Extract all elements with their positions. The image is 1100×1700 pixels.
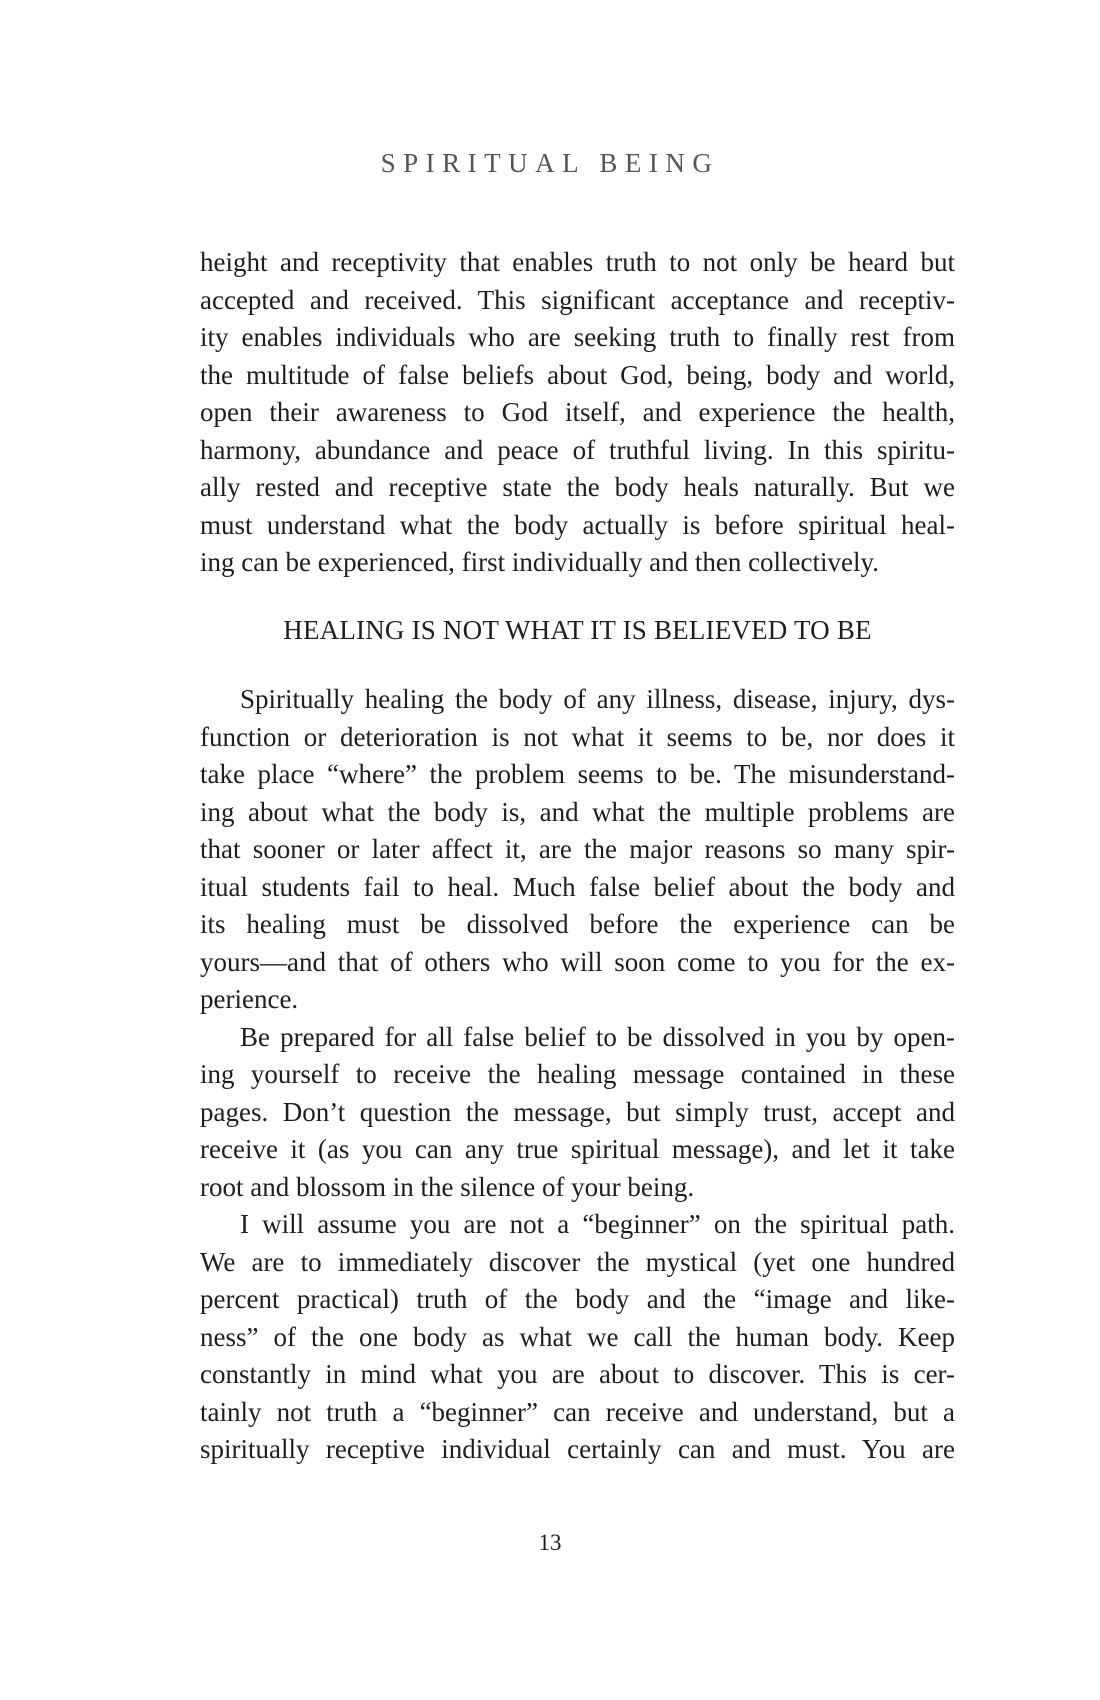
text-line: percent practical) truth of the body and the “image and like-	[200, 1284, 955, 1314]
text-line: ing can be experienced, first individually and then collectively.	[200, 547, 880, 577]
text-line: must understand what the body actually is before spiritual heal-	[200, 509, 955, 540]
paragraph	[200, 244, 955, 582]
text-line: ing about what the body is, and what the multiple problems are	[200, 796, 955, 827]
paragraph	[200, 681, 955, 1019]
text-line: its healing must be dissolved before the experience can be	[200, 909, 955, 939]
text-line: open their awareness to God itself, and experience the health,	[200, 397, 955, 427]
text-block	[200, 244, 955, 1469]
text-line: take place “where” the problem seems to be. The misunderstand-	[200, 759, 955, 789]
text-line: accepted and received. This significant acceptance and receptiv-	[200, 284, 955, 315]
text-line: I will assume you are not a “beginner” on the spiritual path.	[240, 1209, 955, 1239]
text-line: the multitude of false beliefs about God, being, body and world,	[200, 359, 955, 390]
text-line: perience.	[200, 984, 299, 1014]
section-heading: HEALING IS NOT WHAT IT IS BELIEVED TO BE	[283, 614, 872, 645]
paragraph	[200, 1206, 955, 1469]
running-head: SPIRITUAL BEING	[380, 148, 720, 178]
text-line: spiritually receptive individual certainly can and must. You are	[200, 1434, 955, 1464]
text-line: yours—and that of others who will soon come to you for the ex-	[200, 946, 955, 977]
text-line: We are to immediately discover the mystical (yet one hundred	[200, 1246, 955, 1277]
text-line: tainly not truth a “beginner” can receive and understand, but a	[200, 1396, 955, 1427]
text-line: ally rested and receptive state the body heals naturally. But we	[200, 472, 955, 502]
text-line: root and blossom in the silence of your being.	[200, 1171, 695, 1202]
page-number: 13	[538, 1530, 562, 1555]
text-line: that sooner or later affect it, are the major reasons so many spir-	[200, 834, 955, 864]
text-line: constantly in mind what you are about to discover. This is cer-	[200, 1359, 955, 1389]
text-line: Spiritually healing the body of any illness, disease, injury, dys-	[240, 684, 955, 714]
text-line: height and receptivity that enables truth to not only be heard but	[200, 247, 955, 277]
text-line: ing yourself to receive the healing message contained in these	[200, 1059, 955, 1089]
text-line: function or deterioration is not what it seems to be, nor does it	[200, 721, 955, 752]
paragraph	[200, 1019, 955, 1207]
text-line: pages. Don’t question the message, but simply trust, accept and	[200, 1096, 955, 1127]
text-line: ity enables individuals who are seeking truth to finally rest from	[200, 322, 955, 352]
text-line: itual students fail to heal. Much false belief about the body and	[200, 871, 955, 902]
text-line: receive it (as you can any true spiritual message), and let it take	[200, 1134, 955, 1164]
text-line: harmony, abundance and peace of truthful living. In this spiritu-	[200, 434, 955, 465]
text-line: Be prepared for all false belief to be dissolved in you by open-	[240, 1021, 955, 1052]
text-line: ness” of the one body as what we call the human body. Keep	[200, 1321, 955, 1352]
